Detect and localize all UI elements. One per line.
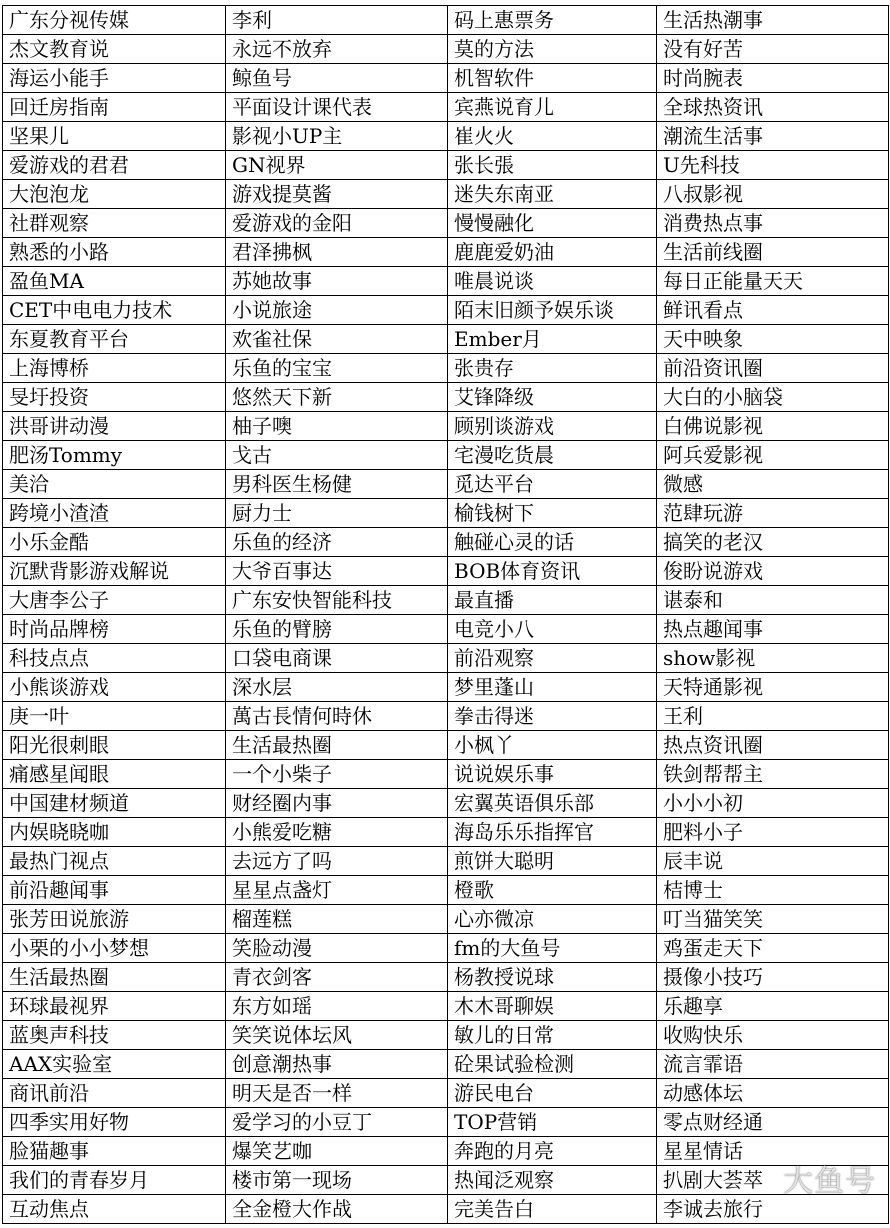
table-cell: 杨教授说球	[448, 963, 657, 992]
table-cell: 小熊爱吃糖	[226, 818, 448, 847]
table-row	[3, 93, 889, 122]
table-cell: 楼市第一现场	[226, 1166, 448, 1195]
table-row	[3, 325, 889, 354]
table-cell: 爱游戏的金阳	[226, 209, 448, 238]
table-cell: 海岛乐乐指挥官	[448, 818, 657, 847]
table-cell: 生活前线圈	[657, 238, 889, 267]
table-cell: 电竞小八	[448, 615, 657, 644]
table-row	[3, 1079, 889, 1108]
table-cell: 社群观察	[3, 209, 226, 238]
table-cell: 动感体坛	[657, 1079, 889, 1108]
table-row	[3, 1137, 889, 1166]
table-cell: 苏她故事	[226, 267, 448, 296]
table-cell: 悠然天下新	[226, 383, 448, 412]
table-cell: 商讯前沿	[3, 1079, 226, 1108]
table-cell: 口袋电商课	[226, 644, 448, 673]
table-cell: 砼果试验检测	[448, 1050, 657, 1079]
table-cell: 四季实用好物	[3, 1108, 226, 1137]
table-row	[3, 267, 889, 296]
table-row	[3, 731, 889, 760]
table-cell: 辰丰说	[657, 847, 889, 876]
table-cell: 笑笑说体坛风	[226, 1021, 448, 1050]
table-cell: 坚果儿	[3, 122, 226, 151]
table-cell: 萬古長情何時休	[226, 702, 448, 731]
table-cell: 李利	[226, 6, 448, 35]
table-cell: 完美告白	[448, 1195, 657, 1224]
table-cell: 阿兵爱影视	[657, 441, 889, 470]
table-cell: TOP营销	[448, 1108, 657, 1137]
table-cell: 笑脸动漫	[226, 934, 448, 963]
table-row	[3, 818, 889, 847]
table-cell: 消费热点事	[657, 209, 889, 238]
table-cell: 迷失东南亚	[448, 180, 657, 209]
table-row	[3, 1050, 889, 1079]
table-row	[3, 35, 889, 64]
table-row	[3, 238, 889, 267]
table-cell: 洪哥讲动漫	[3, 412, 226, 441]
table-row	[3, 905, 889, 934]
table-cell: 拳击得迷	[448, 702, 657, 731]
table-row	[3, 6, 889, 35]
table-row	[3, 151, 889, 180]
table-row	[3, 847, 889, 876]
table-cell: 梦里蓬山	[448, 673, 657, 702]
table-row	[3, 557, 889, 586]
table-row	[3, 180, 889, 209]
table-cell: 宾燕说育儿	[448, 93, 657, 122]
table-cell: 陌末旧颜予娱乐谈	[448, 296, 657, 325]
table-cell: 大泡泡龙	[3, 180, 226, 209]
table-cell: 一个小柴子	[226, 760, 448, 789]
table-cell: 触碰心灵的话	[448, 528, 657, 557]
table-cell: 热点资讯圈	[657, 731, 889, 760]
table-cell: 热点趣闻事	[657, 615, 889, 644]
table-cell: 旻圩投资	[3, 383, 226, 412]
table-cell: 科技点点	[3, 644, 226, 673]
table-cell: 零点财经通	[657, 1108, 889, 1137]
table-cell: Ember月	[448, 325, 657, 354]
table-cell: 影视小UP主	[226, 122, 448, 151]
table-cell: 扒剧大荟萃	[657, 1166, 889, 1195]
table-cell: 鸡蛋走天下	[657, 934, 889, 963]
table-cell: 奔跑的月亮	[448, 1137, 657, 1166]
table-row	[3, 760, 889, 789]
table-cell: 榆钱树下	[448, 499, 657, 528]
table-cell: 煎饼大聪明	[448, 847, 657, 876]
table-cell: 互动焦点	[3, 1195, 226, 1224]
table-cell: 小小小初	[657, 789, 889, 818]
table-cell: U先科技	[657, 151, 889, 180]
table-cell: 游戏提莫酱	[226, 180, 448, 209]
table-cell: 蓝奥声科技	[3, 1021, 226, 1050]
table-cell: 收购快乐	[657, 1021, 889, 1050]
table-row	[3, 702, 889, 731]
table-cell: 前沿资讯圈	[657, 354, 889, 383]
table-cell: 爆笑艺咖	[226, 1137, 448, 1166]
table-cell: 小熊谈游戏	[3, 673, 226, 702]
table-cell: 微感	[657, 470, 889, 499]
table-cell: 痛感星闻眼	[3, 760, 226, 789]
table-cell: 码上惠票务	[448, 6, 657, 35]
table-cell: 鲜讯看点	[657, 296, 889, 325]
table-cell: 全金橙大作战	[226, 1195, 448, 1224]
table-cell: 东夏教育平台	[3, 325, 226, 354]
table-cell: 小栗的小小梦想	[3, 934, 226, 963]
table-cell: 熟悉的小路	[3, 238, 226, 267]
table-cell: 每日正能量天天	[657, 267, 889, 296]
table-cell: 肥汤Tommy	[3, 441, 226, 470]
table-cell: 时尚品牌榜	[3, 615, 226, 644]
table-cell: 鲸鱼号	[226, 64, 448, 93]
table-cell: 范肆玩游	[657, 499, 889, 528]
table-cell: 我们的青春岁月	[3, 1166, 226, 1195]
table-cell: 流言霏语	[657, 1050, 889, 1079]
watermark: 大鱼号	[783, 1164, 876, 1199]
table-cell: 前沿趣闻事	[3, 876, 226, 905]
table-cell: 觅达平台	[448, 470, 657, 499]
table-cell: 去远方了吗	[226, 847, 448, 876]
table-row	[3, 209, 889, 238]
table-cell: 小枫丫	[448, 731, 657, 760]
table-cell: 铁剑帮帮主	[657, 760, 889, 789]
table-cell: 橙歌	[448, 876, 657, 905]
table-cell: 榴莲糕	[226, 905, 448, 934]
table-cell: 木木哥聊娱	[448, 992, 657, 1021]
table-cell: 广东安快智能科技	[226, 586, 448, 615]
table-cell: GN视界	[226, 151, 448, 180]
table-cell: 中国建材频道	[3, 789, 226, 818]
table-cell: 王利	[657, 702, 889, 731]
table-cell: 天中映象	[657, 325, 889, 354]
table-cell: 没有好苦	[657, 35, 889, 64]
table-row	[3, 992, 889, 1021]
table-cell: 明天是否一样	[226, 1079, 448, 1108]
table-cell: 张芳田说旅游	[3, 905, 226, 934]
table-cell: 平面设计课代表	[226, 93, 448, 122]
table-cell: 艾锋降级	[448, 383, 657, 412]
table-cell: 深水层	[226, 673, 448, 702]
table-cell: 永远不放弃	[226, 35, 448, 64]
table-row	[3, 499, 889, 528]
table-cell: 莫的方法	[448, 35, 657, 64]
table-row	[3, 296, 889, 325]
table-cell: 乐趣享	[657, 992, 889, 1021]
table-row	[3, 789, 889, 818]
table-cell: 杰文教育说	[3, 35, 226, 64]
table-cell: 桔博士	[657, 876, 889, 905]
table-cell: 脸猫趣事	[3, 1137, 226, 1166]
table-cell: 柚子噢	[226, 412, 448, 441]
table-row	[3, 354, 889, 383]
table-cell: 心亦微凉	[448, 905, 657, 934]
table-cell: 顾别谈游戏	[448, 412, 657, 441]
table-row	[3, 122, 889, 151]
table-cell: 天特通影视	[657, 673, 889, 702]
table-cell: 最热门视点	[3, 847, 226, 876]
table-cell: 机智软件	[448, 64, 657, 93]
table-cell: 时尚腕表	[657, 64, 889, 93]
table-row	[3, 644, 889, 673]
table-row	[3, 1108, 889, 1137]
table-cell: 欢雀社保	[226, 325, 448, 354]
table-cell: 谌泰和	[657, 586, 889, 615]
table-cell: 盈鱼MA	[3, 267, 226, 296]
table-cell: 阳光很刺眼	[3, 731, 226, 760]
table-cell: 爱学习的小豆丁	[226, 1108, 448, 1137]
table-cell: 慢慢融化	[448, 209, 657, 238]
table-row	[3, 963, 889, 992]
table-cell: fm的大鱼号	[448, 934, 657, 963]
table-row	[3, 1021, 889, 1050]
table-cell: 张长張	[448, 151, 657, 180]
table-cell: 游民电台	[448, 1079, 657, 1108]
table-row	[3, 876, 889, 905]
table-cell: 内娱晓晓咖	[3, 818, 226, 847]
table-cell: 肥料小子	[657, 818, 889, 847]
table-cell: 爱游戏的君君	[3, 151, 226, 180]
table-row	[3, 586, 889, 615]
table-cell: 宅漫吃货晨	[448, 441, 657, 470]
account-name-table	[2, 5, 889, 1224]
table-cell: show影视	[657, 644, 889, 673]
table-cell: 俊盼说游戏	[657, 557, 889, 586]
table-cell: 潮流生活事	[657, 122, 889, 151]
table-cell: 最直播	[448, 586, 657, 615]
table-cell: 敏儿的日常	[448, 1021, 657, 1050]
table-cell: 君泽拂枫	[226, 238, 448, 267]
table-row	[3, 673, 889, 702]
table-cell: 八叔影视	[657, 180, 889, 209]
table-cell: 环球最视界	[3, 992, 226, 1021]
table-cell: 乐鱼的经济	[226, 528, 448, 557]
table-row	[3, 1195, 889, 1224]
table-cell: 戈古	[226, 441, 448, 470]
table-cell: 生活最热圈	[3, 963, 226, 992]
table-cell: 庚一叶	[3, 702, 226, 731]
table-cell: AAX实验室	[3, 1050, 226, 1079]
table-cell: 宏翼英语俱乐部	[448, 789, 657, 818]
table-cell: 小说旅途	[226, 296, 448, 325]
table-cell: 小乐金酷	[3, 528, 226, 557]
table-cell: 乐鱼的臂膀	[226, 615, 448, 644]
table-cell: 大爷百事达	[226, 557, 448, 586]
table-cell: 青衣剑客	[226, 963, 448, 992]
table-cell: BOB体育资讯	[448, 557, 657, 586]
table-cell: 东方如瑶	[226, 992, 448, 1021]
table-row	[3, 934, 889, 963]
table-cell: 大白的小脑袋	[657, 383, 889, 412]
table-cell: 生活热潮事	[657, 6, 889, 35]
table-cell: CET中电电力技术	[3, 296, 226, 325]
table-cell: 广东分视传媒	[3, 6, 226, 35]
table-row	[3, 383, 889, 412]
table-body	[3, 6, 889, 1224]
table-cell: 搞笑的老汉	[657, 528, 889, 557]
table-cell: 乐鱼的宝宝	[226, 354, 448, 383]
table-row	[3, 470, 889, 499]
table-cell: 财经圈内事	[226, 789, 448, 818]
table-cell: 崔火火	[448, 122, 657, 151]
table-cell: 星星情话	[657, 1137, 889, 1166]
table-cell: 男科医生杨健	[226, 470, 448, 499]
table-cell: 前沿观察	[448, 644, 657, 673]
table-cell: 叮当猫笑笑	[657, 905, 889, 934]
table-cell: 张贵存	[448, 354, 657, 383]
table-cell: 唯晨说谈	[448, 267, 657, 296]
table-row	[3, 615, 889, 644]
table-row	[3, 441, 889, 470]
table-row	[3, 64, 889, 93]
table-row	[3, 1166, 889, 1195]
table-row	[3, 412, 889, 441]
table-row	[3, 528, 889, 557]
table-cell: 鹿鹿爱奶油	[448, 238, 657, 267]
table-cell: 美洽	[3, 470, 226, 499]
table-cell: 摄像小技巧	[657, 963, 889, 992]
table-cell: 说说娱乐事	[448, 760, 657, 789]
table-cell: 创意潮热事	[226, 1050, 448, 1079]
table-cell: 上海博桥	[3, 354, 226, 383]
table-cell: 全球热资讯	[657, 93, 889, 122]
table-cell: 热闻泛观察	[448, 1166, 657, 1195]
table-cell: 大唐李公子	[3, 586, 226, 615]
table-cell: 星星点盏灯	[226, 876, 448, 905]
table-cell: 厨力士	[226, 499, 448, 528]
table-cell: 白佛说影视	[657, 412, 889, 441]
table-cell: 回迁房指南	[3, 93, 226, 122]
table-cell: 海运小能手	[3, 64, 226, 93]
table-cell: 李诚去旅行	[657, 1195, 889, 1224]
table-cell: 跨境小渣渣	[3, 499, 226, 528]
table-cell: 沉默背影游戏解说	[3, 557, 226, 586]
table-cell: 生活最热圈	[226, 731, 448, 760]
